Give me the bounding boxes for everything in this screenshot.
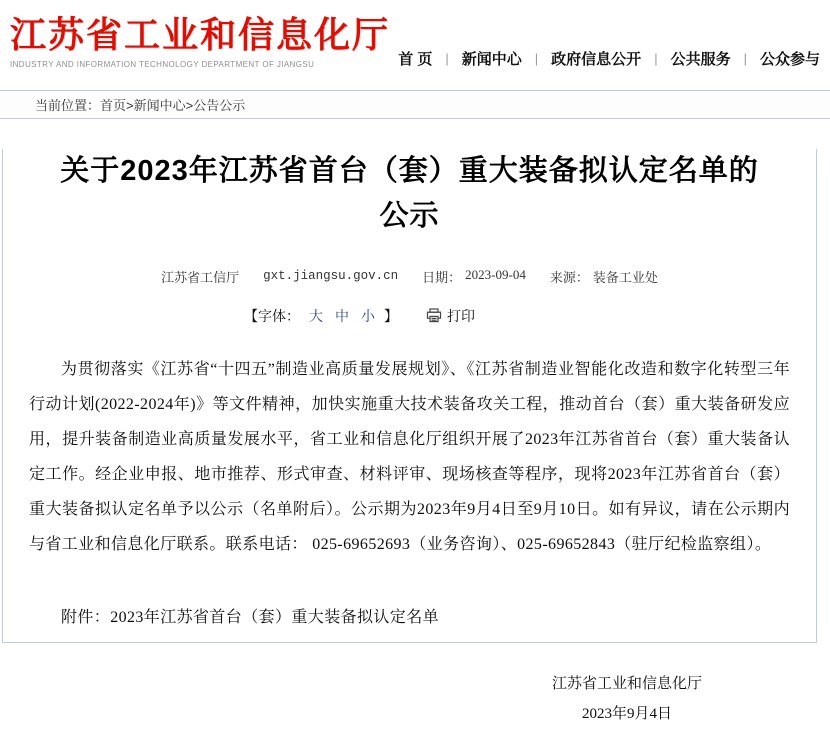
attachment-link[interactable]: 附件：2023年江苏省首台（套）重大装备拟认定名单 bbox=[61, 608, 440, 626]
meta-date bbox=[422, 267, 526, 286]
meta-source bbox=[550, 267, 658, 286]
site-logo-title: 江苏省工业和信息化厅 bbox=[10, 14, 391, 55]
site-logo-subtitle: INDUSTRY AND INFORMATION TECHNOLOGY DEPARTMENT OF JIANGSU bbox=[10, 60, 315, 69]
nav-item-gov-info[interactable]: 政府信息公开 bbox=[551, 51, 642, 68]
print-label: 打印 bbox=[447, 309, 475, 325]
breadcrumb-path[interactable]: 首页>新闻中心>公告公示 bbox=[100, 98, 246, 113]
nav-separator: | bbox=[743, 51, 747, 66]
article-meta bbox=[29, 267, 790, 286]
site-logo bbox=[10, 12, 390, 69]
page-title: 关于2023年江苏省首台（套）重大装备拟认定名单的公示 bbox=[60, 155, 759, 232]
font-size-controls bbox=[0, 306, 740, 326]
font-size-large-button[interactable]: 大 bbox=[309, 309, 323, 325]
nav-separator: | bbox=[654, 51, 658, 66]
signature-block bbox=[552, 669, 702, 729]
article-paragraph: 为贯彻落实《江苏省“十四五”制造业高质量发展规划》、《江苏省制造业智能化改造和数字化转型三年行动计划(2022-2024年)》等文件精神，加快实施重大技术装备攻关工程，推动首台（套）重大装备研发应用，提升装备制造业高质量发展水平，省工业和信息化厅组织开展了2023年江苏省首台（套）重大装备认定工作。经企业申报、地市推荐、形式审查、材料评审、现场核查等程序，现将2023年江苏省首台（套）重大装备拟认定名单予以公示（名单附后）。公示期为2023年9月4日至9月10日。如有异议，请在公示期内与省工业和信息化厅联系。联系电话： 025-69652693（业务咨询）、025-69652843（驻厅纪检监察组）。 bbox=[29, 360, 790, 553]
nav-item-home[interactable]: 首 页 bbox=[398, 51, 433, 68]
meta-date-value: 2023-09-04 bbox=[465, 266, 526, 282]
nav-separator: | bbox=[445, 51, 449, 66]
font-size-small-button[interactable]: 小 bbox=[361, 309, 375, 325]
font-size-medium-button[interactable]: 中 bbox=[335, 309, 349, 325]
nav-separator: | bbox=[534, 51, 539, 66]
meta-date-label: 日期： bbox=[422, 269, 462, 285]
printer-icon bbox=[426, 308, 442, 323]
article-container bbox=[2, 149, 817, 722]
article-body bbox=[29, 352, 790, 635]
nav-item-news[interactable]: 新闻中心 bbox=[461, 51, 522, 68]
meta-source-org: 江苏省工信厅 bbox=[161, 269, 240, 285]
nav-item-participation[interactable]: 公众参与 bbox=[759, 51, 820, 68]
site-header bbox=[0, 0, 830, 90]
breadcrumb bbox=[0, 90, 830, 119]
meta-source-value: 装备工业处 bbox=[592, 269, 658, 285]
meta-site-url: gxt.jiangsu.gov.cn bbox=[263, 269, 399, 284]
signature-date: 2023年9月4日 bbox=[581, 705, 672, 722]
meta-source-label: 来源： bbox=[549, 269, 589, 285]
breadcrumb-label: 当前位置： bbox=[35, 98, 101, 113]
signature-org: 江苏省工业和信息化厅 bbox=[551, 675, 702, 692]
font-controls-suffix: 】 bbox=[384, 309, 398, 325]
top-nav bbox=[398, 48, 820, 69]
font-controls-prefix: 【字体： bbox=[244, 309, 300, 325]
print-button[interactable] bbox=[426, 306, 475, 326]
nav-item-public-service[interactable]: 公共服务 bbox=[670, 51, 731, 68]
